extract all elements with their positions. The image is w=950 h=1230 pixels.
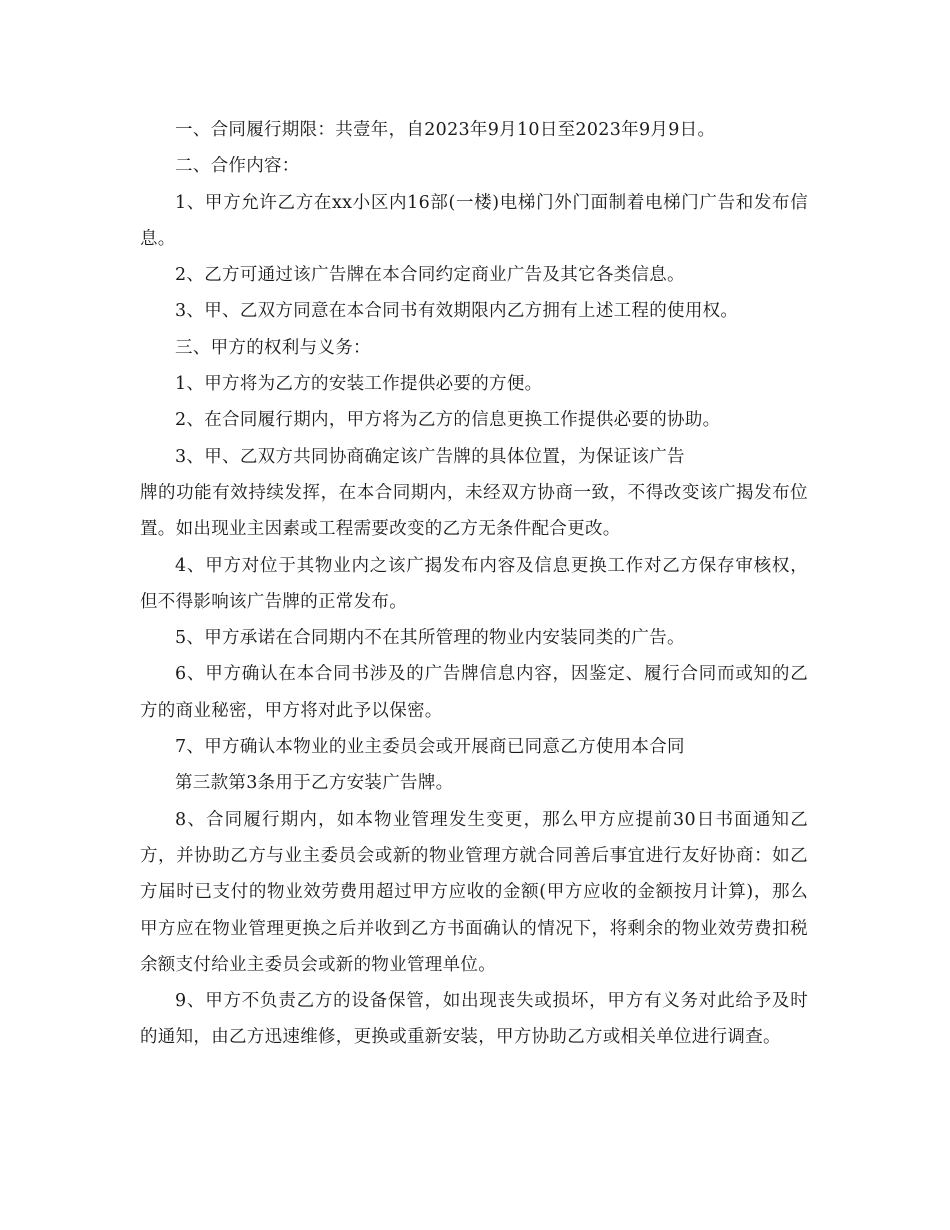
heading-rights: 三、甲方的权利与义务： [175, 337, 371, 358]
paragraph-coop-2: 2、乙方可通过该广告牌在本合同约定商业广告及其它各类信息。 [175, 265, 685, 286]
paragraph-right-5: 5、甲方承诺在合同期内不在其所管理的物业内安装同类的广告。 [175, 628, 685, 649]
paragraph-right-4: 4、甲方对位于其物业内之该广揭发布内容及信息更换工作对乙方保存审核权，但不得影响该广告牌的正常发布。 [140, 555, 808, 612]
paragraph-right-3b: 牌的功能有效持续发挥，在本合同期内，未经双方协商一致，不得改变该广揭发布位置。如出现业主因素或工程需要改变的乙方无条件配合更改。 [140, 482, 808, 540]
paragraph-coop-1: 1、甲方允许乙方在xx小区内16部(一楼)电梯门外门面制着电梯门广告和发布信息。 [140, 192, 808, 249]
paragraph-right-9: 9、甲方不负责乙方的设备保管，如出现丧失或损坏，甲方有义务对此给予及时的通知，由乙方迅速维修，更换或重新安装，甲方协助乙方或相关单位进行调查。 [140, 991, 808, 1048]
heading-cooperation: 二、合作内容： [175, 156, 300, 177]
document-body [140, 112, 808, 1056]
paragraph-right-7b: 第三款第3条用于乙方安装广告牌。 [175, 773, 454, 794]
paragraph-right-2: 2、在合同履行期内，甲方将为乙方的信息更换工作提供必要的协助。 [175, 410, 721, 431]
paragraph-coop-3: 3、甲、乙双方同意在本合同书有效期限内乙方拥有上述工程的使用权。 [175, 301, 739, 322]
paragraph-term: 一、合同履行期限：共壹年，自2023年9月10日至2023年9月9日。 [175, 120, 716, 140]
paragraph-right-1: 1、甲方将为乙方的安装工作提供必要的方便。 [175, 374, 543, 395]
paragraph-right-8: 8、合同履行期内，如本物业管理发生变更，那么甲方应提前30日书面通知乙方，并协助乙方与业主委员会或新的物业管理方就合同善后事宜进行友好协商：如乙方届时已支付的物业效劳费用超过甲方应收的金额(甲方应收的金额按月计算)，那么甲方应在物业管理更换之后并收到乙方书面确认的情况下，将剩余的物业效劳费扣税余额支付给业主委员会或新的物业管理单位。 [140, 809, 808, 975]
paragraph-right-3a: 3、甲、乙双方共同协商确定该广告牌的具体位置，为保证该广告 [175, 446, 685, 467]
paragraph-right-7a: 7、甲方确认本物业的业主委员会或开展商已同意乙方使用本合同 [175, 737, 685, 758]
paragraph-right-6: 6、甲方确认在本合同书涉及的广告牌信息内容，因鉴定、履行合同而或知的乙方的商业秘密，甲方将对此予以保密。 [140, 664, 808, 721]
